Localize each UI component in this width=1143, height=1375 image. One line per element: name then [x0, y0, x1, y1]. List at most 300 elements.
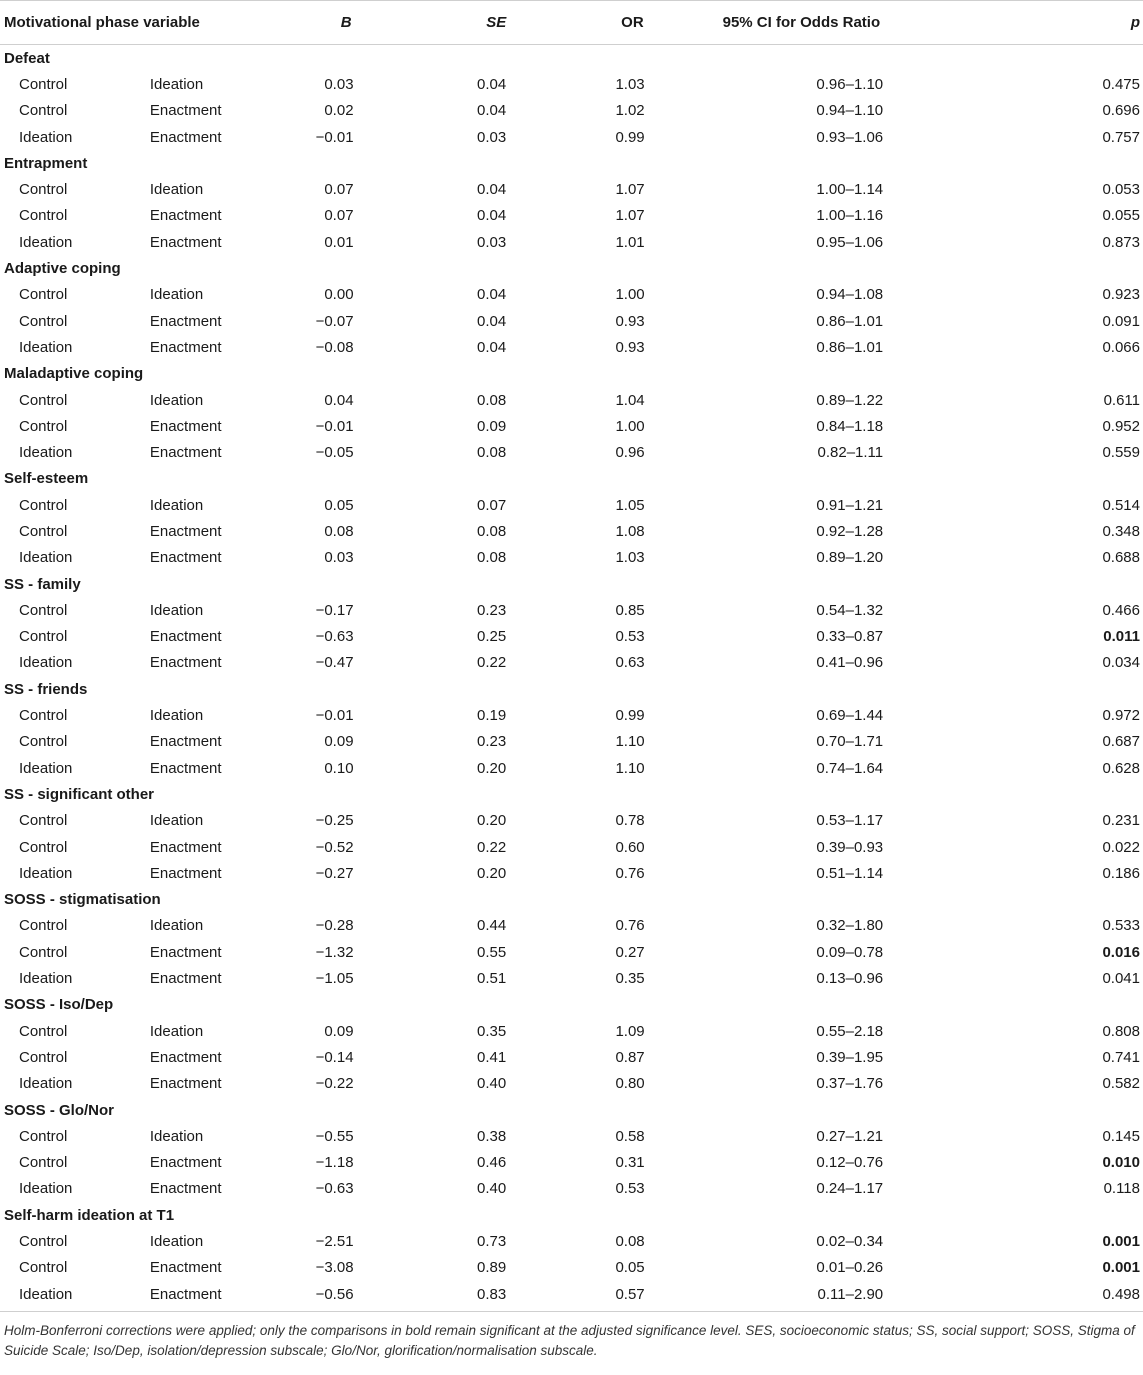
group-header-row — [0, 992, 1143, 1018]
cell-group-a: Control — [19, 943, 68, 961]
table-row — [0, 755, 1143, 781]
cell-se: 0.04 — [477, 102, 507, 120]
cell-se: 0.51 — [477, 970, 507, 988]
cell-group-b: Enactment — [149, 970, 222, 988]
cell-group-a: Ideation — [19, 864, 73, 882]
cell-se: 0.03 — [477, 128, 507, 146]
table-row — [0, 1044, 1143, 1070]
cell-group-b: Enactment — [149, 628, 222, 646]
cell-se: 0.20 — [477, 759, 507, 777]
cell-group-b: Enactment — [149, 1180, 222, 1198]
cell-p: 0.533 — [1102, 917, 1140, 935]
cell-se: 0.22 — [477, 838, 507, 856]
cell-se: 0.04 — [477, 181, 507, 199]
table-row — [0, 1149, 1143, 1175]
cell-b: −0.25 — [315, 812, 354, 830]
cell-group-b: Ideation — [149, 75, 204, 93]
group-header-row — [0, 571, 1143, 597]
cell-ci: 0.24–1.17 — [816, 1180, 884, 1198]
cell-b: −0.55 — [315, 1127, 354, 1145]
cell-group-b: Enactment — [149, 733, 222, 751]
cell-se: 0.44 — [477, 917, 507, 935]
cell-p: 0.923 — [1102, 286, 1140, 304]
cell-group-b: Enactment — [149, 338, 222, 356]
table-row — [0, 124, 1143, 150]
cell-ci: 0.12–0.76 — [816, 1154, 884, 1172]
cell-ci: 0.37–1.76 — [816, 1075, 884, 1093]
cell-ci: 0.70–1.71 — [816, 733, 884, 751]
cell-b: −0.52 — [315, 838, 354, 856]
cell-se: 0.41 — [477, 1048, 507, 1066]
cell-b: −0.22 — [315, 1075, 354, 1093]
cell-or: 0.93 — [615, 338, 645, 356]
cell-or: 0.53 — [615, 628, 645, 646]
cell-group-b: Enactment — [149, 1048, 222, 1066]
group-label: Maladaptive coping — [4, 365, 144, 383]
cell-ci: 0.39–0.93 — [816, 838, 884, 856]
cell-ci: 0.09–0.78 — [816, 943, 884, 961]
cell-b: −0.63 — [315, 628, 354, 646]
header-b: B — [300, 1, 356, 45]
cell-p: 0.348 — [1102, 522, 1140, 540]
cell-group-a: Ideation — [19, 233, 73, 251]
cell-ci: 0.39–1.95 — [816, 1048, 884, 1066]
cell-se: 0.83 — [477, 1285, 507, 1303]
cell-b: −0.05 — [315, 444, 354, 462]
cell-or: 0.35 — [615, 970, 645, 988]
cell-or: 0.53 — [615, 1180, 645, 1198]
cell-group-a: Control — [19, 733, 68, 751]
cell-group-b: Enactment — [149, 864, 222, 882]
cell-b: −2.51 — [315, 1233, 354, 1250]
table-row — [0, 1281, 1143, 1307]
cell-group-b: Ideation — [149, 496, 204, 514]
cell-or: 0.05 — [615, 1259, 645, 1277]
cell-p: 0.066 — [1102, 338, 1140, 356]
group-label: SS - significant other — [4, 785, 155, 803]
cell-se: 0.35 — [477, 1022, 507, 1040]
cell-p: 0.041 — [1102, 970, 1140, 988]
cell-se: 0.89 — [477, 1259, 507, 1277]
table-row — [0, 334, 1143, 360]
cell-group-a: Control — [19, 812, 68, 830]
cell-b: −0.28 — [315, 917, 354, 935]
table-row — [0, 71, 1143, 97]
table-row — [0, 1176, 1143, 1202]
group-header-row — [0, 887, 1143, 913]
cell-or: 0.99 — [615, 707, 645, 725]
cell-group-a: Control — [19, 75, 68, 93]
table-row — [0, 1018, 1143, 1044]
group-header-row — [0, 45, 1143, 72]
cell-ci: 0.95–1.06 — [816, 233, 884, 251]
cell-p: 0.688 — [1102, 549, 1140, 567]
cell-b: −0.14 — [315, 1048, 354, 1066]
group-header-row — [0, 150, 1143, 176]
table-row — [0, 624, 1143, 650]
cell-p: 0.091 — [1102, 312, 1140, 330]
cell-group-b: Enactment — [149, 759, 222, 777]
cell-b: −1.18 — [315, 1154, 354, 1172]
cell-or: 1.08 — [615, 522, 645, 540]
table-header-row — [0, 1, 1143, 45]
cell-group-a: Control — [19, 628, 68, 646]
cell-p: 0.611 — [1103, 391, 1140, 409]
group-label: SOSS - stigmatisation — [4, 891, 161, 909]
cell-group-a: Control — [19, 838, 68, 856]
cell-group-a: Control — [19, 207, 68, 225]
cell-b: −3.08 — [315, 1259, 354, 1277]
cell-group-a: Ideation — [19, 128, 73, 146]
cell-group-b: Ideation — [149, 1233, 204, 1250]
cell-p: 0.145 — [1102, 1127, 1140, 1145]
cell-group-b: Ideation — [149, 286, 204, 304]
cell-ci: 0.69–1.44 — [816, 707, 884, 725]
cell-group-a: Control — [19, 181, 68, 199]
cell-p: 0.757 — [1102, 128, 1140, 146]
cell-p: 0.498 — [1102, 1285, 1140, 1303]
cell-p: 0.010 — [1102, 1154, 1140, 1172]
cell-p: 0.952 — [1102, 417, 1140, 435]
cell-se: 0.09 — [477, 417, 507, 435]
cell-group-b: Enactment — [149, 1154, 222, 1172]
cell-or: 0.76 — [615, 917, 645, 935]
cell-ci: 0.02–0.34 — [816, 1233, 884, 1250]
cell-se: 0.04 — [477, 75, 507, 93]
cell-b: −1.05 — [315, 970, 354, 988]
table-row — [0, 413, 1143, 439]
cell-group-a: Control — [19, 1127, 68, 1145]
cell-group-a: Ideation — [19, 1285, 73, 1303]
cell-group-b: Enactment — [149, 1075, 222, 1093]
cell-ci: 0.92–1.28 — [816, 522, 884, 540]
header-variable: Motivational phase variable — [0, 1, 300, 45]
cell-or: 1.07 — [615, 181, 645, 199]
group-header-row — [0, 466, 1143, 492]
cell-or: 0.99 — [615, 128, 645, 146]
cell-ci: 0.89–1.22 — [816, 391, 884, 409]
table-row — [0, 702, 1143, 728]
cell-p: 0.055 — [1102, 207, 1140, 225]
cell-or: 1.03 — [615, 549, 645, 567]
cell-b: −1.32 — [315, 943, 354, 961]
cell-group-b: Enactment — [149, 444, 222, 462]
cell-ci: 0.54–1.32 — [816, 601, 884, 619]
cell-se: 0.04 — [477, 207, 507, 225]
cell-group-a: Ideation — [19, 338, 73, 356]
cell-se: 0.08 — [477, 391, 507, 409]
cell-ci: 0.74–1.64 — [816, 759, 884, 777]
cell-or: 0.85 — [615, 601, 645, 619]
cell-se: 0.08 — [477, 522, 507, 540]
table-row — [0, 308, 1143, 334]
cell-se: 0.08 — [477, 444, 507, 462]
cell-group-a: Ideation — [19, 444, 73, 462]
table-row — [0, 387, 1143, 413]
cell-group-b: Enactment — [149, 654, 222, 672]
cell-group-a: Control — [19, 707, 68, 725]
cell-group-a: Ideation — [19, 1180, 73, 1198]
cell-se: 0.23 — [477, 733, 507, 751]
table-row — [0, 597, 1143, 623]
cell-or: 0.60 — [615, 838, 645, 856]
cell-ci: 0.55–2.18 — [816, 1022, 884, 1040]
cell-group-a: Control — [19, 522, 68, 540]
cell-p: 0.001 — [1102, 1233, 1140, 1250]
cell-se: 0.04 — [477, 312, 507, 330]
cell-or: 0.87 — [615, 1048, 645, 1066]
cell-group-b: Enactment — [149, 102, 222, 120]
cell-ci: 1.00–1.16 — [816, 207, 884, 225]
cell-group-a: Ideation — [19, 1075, 73, 1093]
cell-b: −0.56 — [315, 1285, 354, 1303]
cell-group-b: Ideation — [149, 181, 204, 199]
cell-group-a: Control — [19, 1154, 68, 1172]
cell-b: −0.08 — [315, 338, 354, 356]
cell-group-b: Enactment — [149, 1259, 222, 1277]
cell-se: 0.20 — [477, 812, 507, 830]
cell-group-b: Ideation — [149, 601, 204, 619]
group-label: SS - family — [4, 575, 81, 593]
cell-or: 1.09 — [615, 1022, 645, 1040]
cell-p: 0.022 — [1102, 838, 1140, 856]
cell-ci: 0.84–1.18 — [816, 417, 884, 435]
cell-b: 0.03 — [324, 549, 354, 567]
cell-se: 0.20 — [477, 864, 507, 882]
cell-group-a: Ideation — [19, 970, 73, 988]
cell-se: 0.55 — [477, 943, 507, 961]
cell-p: 0.628 — [1102, 759, 1140, 777]
group-label: SOSS - Iso/Dep — [4, 996, 114, 1014]
cell-b: −0.63 — [315, 1180, 354, 1198]
cell-b: 0.07 — [324, 181, 354, 199]
cell-group-a: Control — [19, 312, 68, 330]
cell-b: 0.04 — [324, 391, 354, 409]
cell-b: −0.17 — [315, 601, 354, 619]
group-label: SS - friends — [4, 680, 88, 698]
group-label: Self-harm ideation at T1 — [4, 1206, 175, 1224]
table-row — [0, 834, 1143, 860]
cell-se: 0.73 — [477, 1233, 507, 1250]
group-label: SOSS - Glo/Nor — [4, 1101, 115, 1119]
cell-p: 0.514 — [1102, 496, 1140, 514]
cell-p: 0.053 — [1102, 181, 1140, 199]
cell-group-b: Enactment — [149, 128, 222, 146]
cell-group-b: Enactment — [149, 943, 222, 961]
cell-ci: 0.53–1.17 — [816, 812, 884, 830]
cell-group-a: Ideation — [19, 759, 73, 777]
cell-or: 1.00 — [615, 417, 645, 435]
table-row — [0, 1123, 1143, 1149]
cell-ci: 0.82–1.11 — [817, 444, 884, 462]
cell-p: 0.231 — [1102, 812, 1140, 830]
cell-b: −0.07 — [315, 312, 354, 330]
group-header-row — [0, 255, 1143, 281]
table-row — [0, 518, 1143, 544]
cell-p: 0.972 — [1102, 707, 1140, 725]
cell-group-a: Control — [19, 1022, 68, 1040]
cell-group-a: Control — [19, 417, 68, 435]
cell-se: 0.23 — [477, 601, 507, 619]
cell-b: −0.27 — [315, 864, 354, 882]
cell-se: 0.40 — [477, 1075, 507, 1093]
header-or: OR — [510, 1, 646, 45]
header-ci: 95% CI for Odds Ratio — [647, 1, 943, 45]
cell-group-a: Control — [19, 601, 68, 619]
cell-or: 1.10 — [615, 759, 645, 777]
cell-b: 0.00 — [324, 286, 354, 304]
cell-or: 0.76 — [615, 864, 645, 882]
cell-or: 1.03 — [615, 75, 645, 93]
cell-p: 0.687 — [1102, 733, 1140, 751]
cell-ci: 0.94–1.08 — [816, 286, 884, 304]
cell-group-a: Control — [19, 496, 68, 514]
cell-or: 1.05 — [615, 496, 645, 514]
cell-p: 0.808 — [1102, 1022, 1140, 1040]
cell-group-a: Ideation — [19, 549, 73, 567]
cell-or: 0.58 — [615, 1127, 645, 1145]
table-row — [0, 965, 1143, 991]
cell-se: 0.03 — [477, 233, 507, 251]
cell-ci: 0.33–0.87 — [816, 628, 884, 646]
table-row — [0, 1071, 1143, 1097]
cell-b: 0.03 — [324, 75, 354, 93]
cell-group-b: Enactment — [149, 417, 222, 435]
cell-ci: 0.86–1.01 — [816, 338, 884, 356]
cell-b: 0.08 — [324, 522, 354, 540]
cell-group-b: Enactment — [149, 522, 222, 540]
table-row — [0, 439, 1143, 465]
cell-or: 0.93 — [615, 312, 645, 330]
cell-se: 0.25 — [477, 628, 507, 646]
cell-group-a: Control — [19, 1048, 68, 1066]
cell-p: 0.034 — [1102, 654, 1140, 672]
group-header-row — [0, 1097, 1143, 1123]
cell-ci: 0.01–0.26 — [816, 1259, 884, 1277]
cell-ci: 0.27–1.21 — [816, 1127, 884, 1145]
table-row — [0, 939, 1143, 965]
cell-group-a: Control — [19, 1233, 68, 1250]
cell-p: 0.466 — [1102, 601, 1140, 619]
cell-group-b: Ideation — [149, 917, 204, 935]
cell-ci: 0.13–0.96 — [816, 970, 884, 988]
cell-or: 0.96 — [615, 444, 645, 462]
cell-ci: 0.11–2.90 — [817, 1285, 884, 1303]
table-row — [0, 1255, 1143, 1281]
group-header-row — [0, 361, 1143, 387]
cell-group-a: Ideation — [19, 654, 73, 672]
cell-or: 1.10 — [615, 733, 645, 751]
cell-b: 0.05 — [324, 496, 354, 514]
cell-p: 0.118 — [1103, 1180, 1140, 1198]
cell-ci: 0.96–1.10 — [816, 75, 884, 93]
header-se: SE — [356, 1, 511, 45]
cell-p: 0.475 — [1102, 75, 1140, 93]
table-row — [0, 1228, 1143, 1254]
table-body — [0, 45, 1143, 1308]
cell-b: −0.01 — [315, 128, 354, 146]
table-row — [0, 860, 1143, 886]
cell-se: 0.40 — [477, 1180, 507, 1198]
cell-se: 0.46 — [477, 1154, 507, 1172]
group-label: Defeat — [4, 49, 50, 67]
table-row — [0, 492, 1143, 518]
cell-group-b: Enactment — [149, 1285, 222, 1303]
cell-or: 1.04 — [615, 391, 645, 409]
cell-ci: 0.41–0.96 — [816, 654, 884, 672]
cell-b: 0.01 — [324, 233, 354, 251]
cell-or: 0.57 — [615, 1285, 645, 1303]
cell-p: 0.016 — [1102, 943, 1140, 961]
table-row — [0, 229, 1143, 255]
cell-se: 0.04 — [477, 286, 507, 304]
cell-group-b: Enactment — [149, 312, 222, 330]
cell-b: 0.10 — [324, 759, 354, 777]
table-row — [0, 282, 1143, 308]
cell-group-a: Control — [19, 391, 68, 409]
cell-group-b: Ideation — [149, 1127, 204, 1145]
cell-group-b: Enactment — [149, 233, 222, 251]
table-row — [0, 650, 1143, 676]
cell-or: 0.63 — [615, 654, 645, 672]
table-row — [0, 98, 1143, 124]
table-row — [0, 545, 1143, 571]
cell-b: 0.02 — [324, 102, 354, 120]
cell-ci: 0.91–1.21 — [816, 496, 884, 514]
cell-p: 0.741 — [1102, 1048, 1140, 1066]
cell-or: 0.78 — [615, 812, 645, 830]
cell-or: 1.00 — [615, 286, 645, 304]
cell-group-b: Enactment — [149, 207, 222, 225]
cell-group-b: Enactment — [149, 838, 222, 856]
group-label: Self-esteem — [4, 470, 89, 488]
cell-b: −0.01 — [315, 707, 354, 725]
cell-p: 0.186 — [1102, 864, 1140, 882]
header-p: p — [943, 1, 1143, 45]
cell-se: 0.38 — [477, 1127, 507, 1145]
cell-se: 0.07 — [477, 496, 507, 514]
group-header-row — [0, 1202, 1143, 1228]
cell-or: 1.01 — [615, 233, 645, 251]
cell-or: 0.27 — [615, 943, 645, 961]
cell-se: 0.08 — [477, 549, 507, 567]
cell-b: −0.01 — [315, 417, 354, 435]
cell-p: 0.001 — [1102, 1259, 1140, 1277]
table-row — [0, 913, 1143, 939]
cell-group-a: Control — [19, 286, 68, 304]
cell-ci: 0.32–1.80 — [816, 917, 884, 935]
cell-p: 0.582 — [1102, 1075, 1140, 1093]
cell-b: 0.09 — [324, 1022, 354, 1040]
cell-group-b: Enactment — [149, 549, 222, 567]
cell-se: 0.19 — [477, 707, 507, 725]
cell-group-a: Control — [19, 917, 68, 935]
cell-p: 0.559 — [1102, 444, 1140, 462]
cell-ci: 1.00–1.14 — [816, 181, 884, 199]
table-row — [0, 808, 1143, 834]
table-footnote: Holm-Bonferroni corrections were applied; only the comparisons in bold remain significant at the adjusted significance level. SES, socioeconomic status; SS, social support; SOSS, Stigma of Suicide Scale; Iso/Dep, isolation/depression subscale; Glo/Nor, glorification/normalisation subscale. — [0, 1311, 1143, 1361]
table-row — [0, 176, 1143, 202]
cell-se: 0.22 — [477, 654, 507, 672]
cell-group-a: Control — [19, 1259, 68, 1277]
group-header-row — [0, 676, 1143, 702]
cell-b: −0.47 — [315, 654, 354, 672]
cell-group-b: Ideation — [149, 707, 204, 725]
cell-se: 0.04 — [477, 338, 507, 356]
cell-p: 0.696 — [1102, 102, 1140, 120]
table-row — [0, 729, 1143, 755]
cell-or: 0.08 — [615, 1233, 645, 1250]
